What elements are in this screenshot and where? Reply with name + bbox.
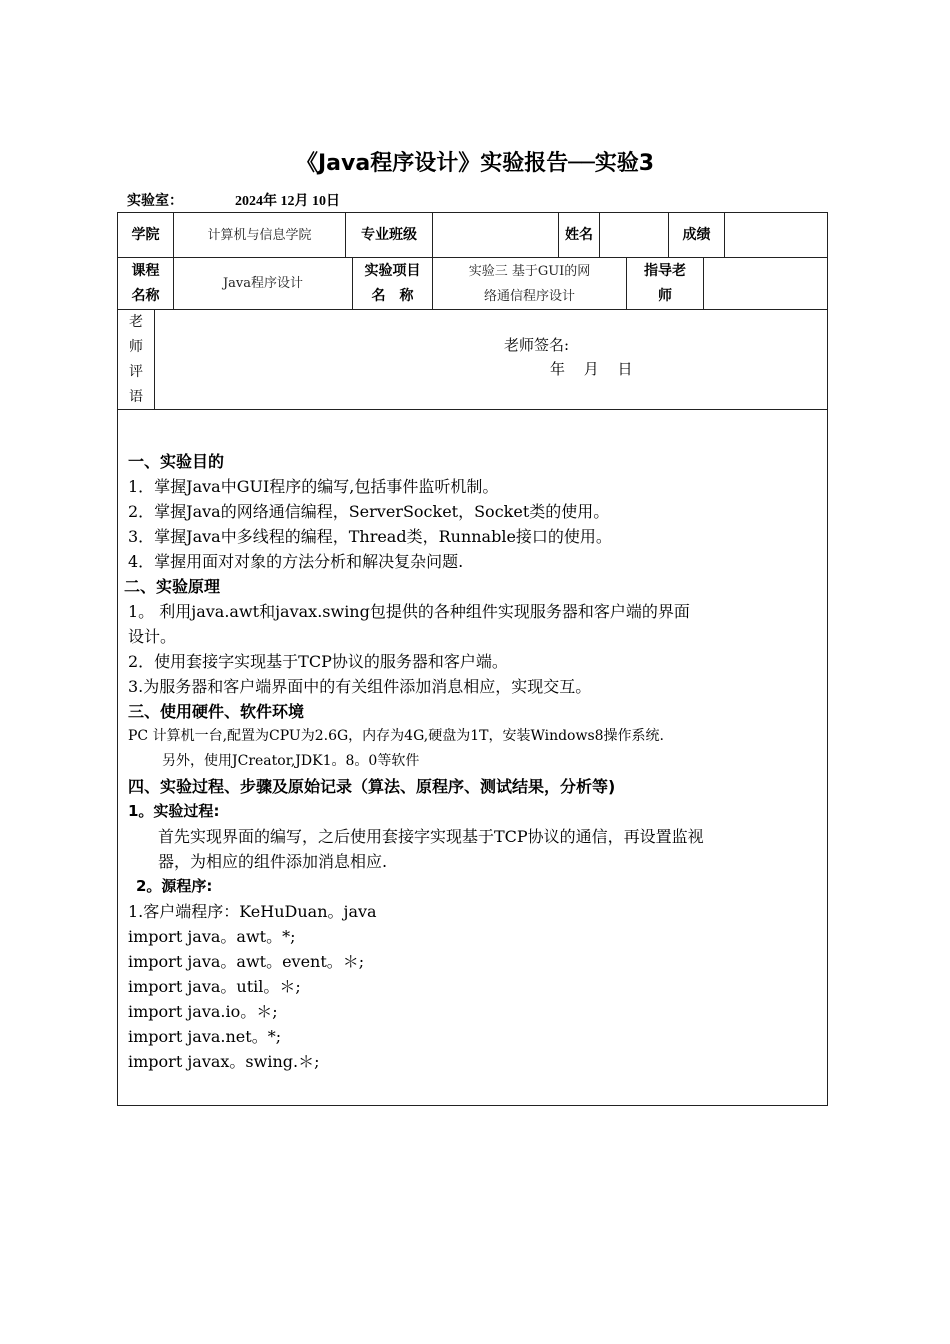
course-value: Java程序设计 [222,276,304,291]
report-table [117,212,828,1106]
section-title: 四、实验过程、步骤及原始记录（算法、原程序、测试结果，分析等) [128,777,616,796]
college-label: 学院 [131,226,160,243]
college-value: 计算机与信息学院 [207,227,312,243]
name-value [600,213,668,257]
major-label: 专业班级 [361,226,417,243]
teacher-label [627,258,703,309]
signature-label: 老师签名: [504,336,570,354]
project-value [433,258,626,309]
code-line: import java.net。*; [128,1027,282,1046]
code-line: import java。awt。*; [128,927,296,946]
section-title: 二、实验原理 [124,577,221,596]
list-item: 3.为服务器和客户端界面中的有关组件添加消息相应，实现交互。 [128,677,592,696]
teacher-label-line1: 指导老 [644,262,686,279]
code-line: import java。awt。event。＊; [128,952,365,971]
signature-date-label: 年 月 日 [550,360,633,378]
comment-label-char: 师 [129,339,143,355]
comment-area [155,310,827,409]
course-label [118,258,173,309]
course-label-line1: 课程 [131,262,160,279]
report-date: 2024年 12月 10日 [235,194,340,209]
subsection-title: 1。实验过程: [128,802,220,820]
teacher-label-line2: 师 [658,287,672,304]
list-item: 4．掌握用面对对象的方法分析和解决复杂问题. [128,552,464,571]
paragraph-line: 首先实现界面的编写，之后使用套接字实现基于TCP协议的通信，再设置监视 [158,827,704,846]
section-title: 一、实验目的 [128,452,225,471]
name-label: 姓名 [565,226,593,243]
row-divider [118,409,827,410]
comment-label-char: 评 [129,364,143,380]
teacher-value [704,258,827,309]
list-item: 2．使用套接字实现基于TCP协议的服务器和客户端。 [128,652,508,671]
list-item: 1。 利用java.awt和javax.swing包提供的各种组件实现服务器和客户端的界面 [128,602,690,621]
project-value-line1: 实验三 基于GUI的网 [468,263,591,279]
code-line: import java.io。＊; [128,1002,278,1021]
code-line: import javax。swing.＊; [128,1052,320,1071]
comment-label-char: 语 [129,389,143,405]
report-title: 《Java程序设计》实验报告──实验3 [295,151,655,176]
project-value-line2: 络通信程序设计 [483,288,575,304]
lab-label: 实验室： [127,193,183,209]
list-item: 2．掌握Java的网络通信编程，ServerSocket，Socket类的使用。 [128,502,610,521]
report-body [124,449,818,1074]
score-value [725,213,827,257]
major-value [433,213,558,257]
list-item: PC 计算机一台,配置为CPU为2.6G，内存为4G,硬盘为1T，安装Windows8操作系统. [128,728,665,744]
list-item: 另外，使用JCreator,JDK1。8。0等软件 [162,753,420,769]
comment-label [118,310,154,409]
score-label: 成绩 [682,226,711,243]
course-label-line2: 名称 [131,287,160,304]
code-line: 1.客户端程序：KeHuDuan。java [128,902,377,921]
list-item: 设计。 [128,627,177,646]
list-item: 1．掌握Java中GUI程序的编写,包括事件监听机制。 [128,477,499,496]
project-label-line1: 实验项目 [364,262,421,279]
section-title: 三、使用硬件、软件环境 [128,702,305,721]
lab-info-line [127,190,340,210]
project-label [353,258,432,309]
code-line: import java。util。＊; [128,977,301,996]
list-item: 3．掌握Java中多线程的编程，Thread类，Runnable接口的使用。 [128,527,612,546]
subsection-title: 2。源程序: [136,877,213,895]
comment-label-char: 老 [129,314,143,330]
project-label-line2: 名 称 [371,287,414,304]
paragraph-line: 器，为相应的组件添加消息相应. [158,852,388,871]
